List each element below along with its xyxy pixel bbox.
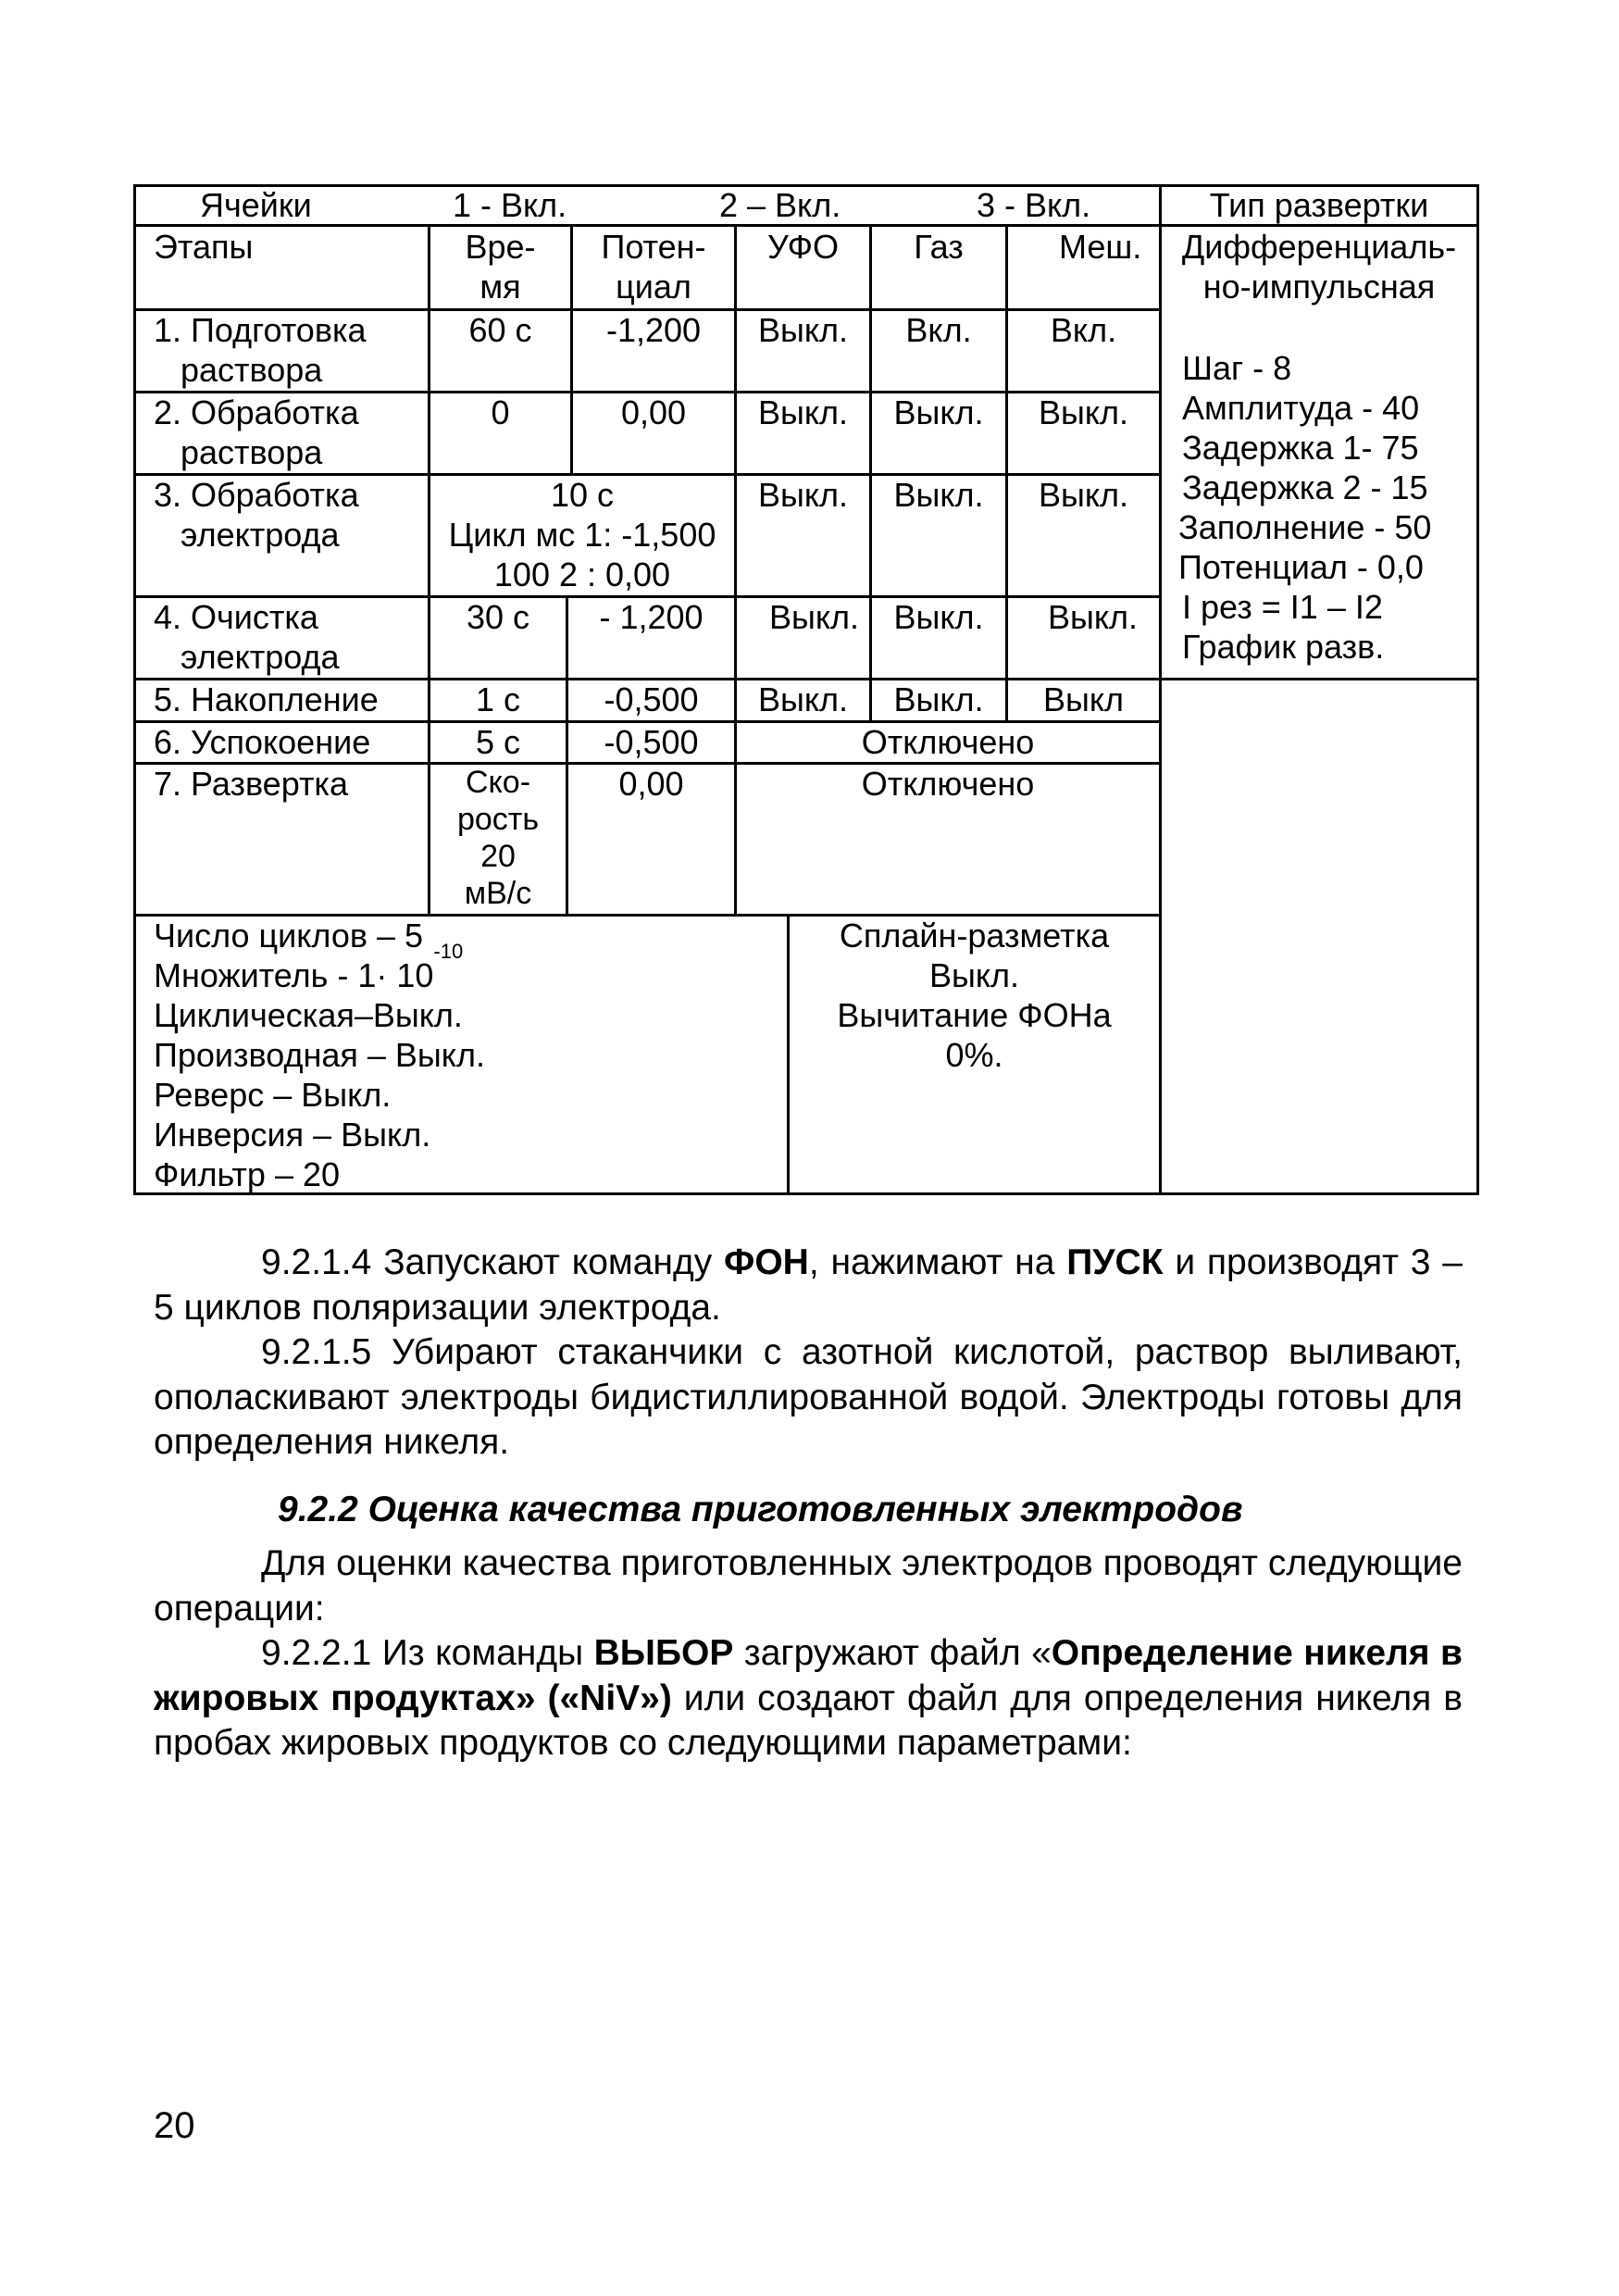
page-number: 20	[154, 2105, 195, 2146]
settings-list: Число циклов – 5 Множитель - $1\cdot 10^{-10}$ Циклическая–Выкл. Производная – Выкл. Реверс – Выкл. Инверсия – Выкл. Фильтр – 20	[154, 917, 485, 1193]
row5-time: 1 с	[475, 680, 521, 718]
row4-potential: - 1,200	[599, 598, 704, 636]
parameters-table	[133, 184, 1479, 1195]
row4-ufo: Выкл.	[768, 598, 860, 636]
col-time: Вре- мя	[465, 228, 536, 306]
row4-time: 30 с	[466, 598, 530, 636]
row2-time: 0	[491, 393, 510, 431]
row3-gas: Выкл.	[893, 476, 984, 514]
table-row: 6. Успокоение	[154, 723, 371, 761]
row1-gas: Вкл.	[905, 311, 972, 349]
col-gas: Газ	[914, 228, 964, 266]
paragraph-9-2-2-1: 9.2.2.1 Из команды ВЫБОР загружают файл «Определение никеля в жировых продуктах» («NiV») или создают файл для определения никеля в пробах жировых продуктов со следующими параметрами:	[154, 1633, 1463, 1763]
col-stages: Этапы	[154, 228, 254, 266]
table-rule	[1476, 184, 1479, 1195]
paragraph-intro: Для оценки качества приготовленных электродов проводят следующие операции:	[154, 1543, 1463, 1628]
row4-stirrer: Выкл.	[1047, 598, 1139, 636]
sweep-delay-1: Задержка 1- 75	[1182, 429, 1419, 467]
row1-stirrer: Вкл.	[1050, 311, 1117, 349]
sweep-delay-2: Задержка 2 - 15	[1182, 468, 1428, 506]
row1-ufo: Выкл.	[757, 311, 849, 349]
sweep-step: Шаг - 8	[1182, 349, 1292, 387]
header-cell-2: 2 – Вкл.	[719, 186, 841, 224]
table-row: 1. Подготовка раствора	[154, 311, 367, 389]
table-rule	[869, 224, 872, 720]
sweep-i-res: I рез = I1 – I2	[1182, 588, 1383, 626]
row5-potential: -0,500	[604, 680, 699, 718]
section-heading: 9.2.2 Оценка качества приготовленных электродов	[278, 1490, 1243, 1529]
header-cell-1: 1 - Вкл.	[453, 186, 567, 224]
row1-potential: -1,200	[605, 311, 702, 349]
paragraph-9-2-1-4: 9.2.1.4 Запускают команду ФОН, нажимают на ПУСК и производят 3 – 5 циклов поляризации электрода.	[154, 1242, 1463, 1328]
sweep-fill: Заполнение - 50	[1178, 508, 1432, 546]
row7-status: Отключено	[861, 765, 1035, 803]
row1-time: 60 с	[468, 311, 532, 349]
sweep-amplitude: Амплитуда - 40	[1182, 389, 1420, 427]
sweep-potential: Потенциал - 0,0	[1178, 548, 1424, 586]
table-row: 5. Накопление	[154, 680, 379, 718]
row3-stirrer: Выкл.	[1038, 476, 1129, 514]
row6-potential: -0,500	[604, 723, 699, 761]
row2-gas: Выкл.	[893, 393, 984, 431]
table-row: 4. Очистка электрода	[154, 598, 340, 676]
row5-stirrer: Выкл	[1042, 680, 1125, 718]
col-stirrer: Меш.	[1059, 228, 1142, 266]
table-rule	[1005, 224, 1008, 720]
row4-gas: Выкл.	[893, 598, 984, 636]
table-row: 2. Обработка раствора	[154, 393, 359, 471]
spline-settings: Сплайн-разметка Выкл. Вычитание ФОНа 0%.	[837, 917, 1112, 1074]
col-potential: Потен- циал	[601, 228, 706, 306]
row5-ufo: Выкл.	[757, 680, 849, 718]
table-row: 3. Обработка электрода	[154, 476, 359, 554]
row2-stirrer: Выкл.	[1038, 393, 1129, 431]
row3-ufo: Выкл.	[757, 476, 849, 514]
table-row: 7. Развертка	[154, 765, 348, 803]
col-ufo: УФО	[766, 228, 840, 266]
row7-speed: Ско- рость 20 мВ/с	[456, 765, 540, 911]
table-rule	[133, 184, 136, 1195]
header-cells: Ячейки	[200, 186, 312, 224]
table-rule	[1159, 184, 1162, 1195]
row6-time: 5 с	[475, 723, 521, 761]
header-sweep-type: Тип развертки	[1209, 186, 1429, 224]
row2-potential: 0,00	[620, 393, 687, 431]
sweep-type: Дифференциаль- но-импульсная	[1181, 228, 1457, 306]
row2-ufo: Выкл.	[757, 393, 849, 431]
header-cell-3: 3 - Вкл.	[977, 186, 1091, 224]
row6-status: Отключено	[861, 723, 1035, 761]
row5-gas: Выкл.	[893, 680, 984, 718]
row3-merged-time-potential: 10 с Цикл мс 1: -1,500 100 2 : 0,00	[448, 476, 716, 593]
sweep-graph: График разв.	[1182, 628, 1385, 666]
row7-potential: 0,00	[618, 765, 684, 803]
paragraph-9-2-1-5: 9.2.1.5 Убирают стаканчики с азотной кислотой, раствор выливают, ополаскивают электроды бидистиллированной водой. Электроды готовы для определения никеля.	[154, 1332, 1463, 1462]
